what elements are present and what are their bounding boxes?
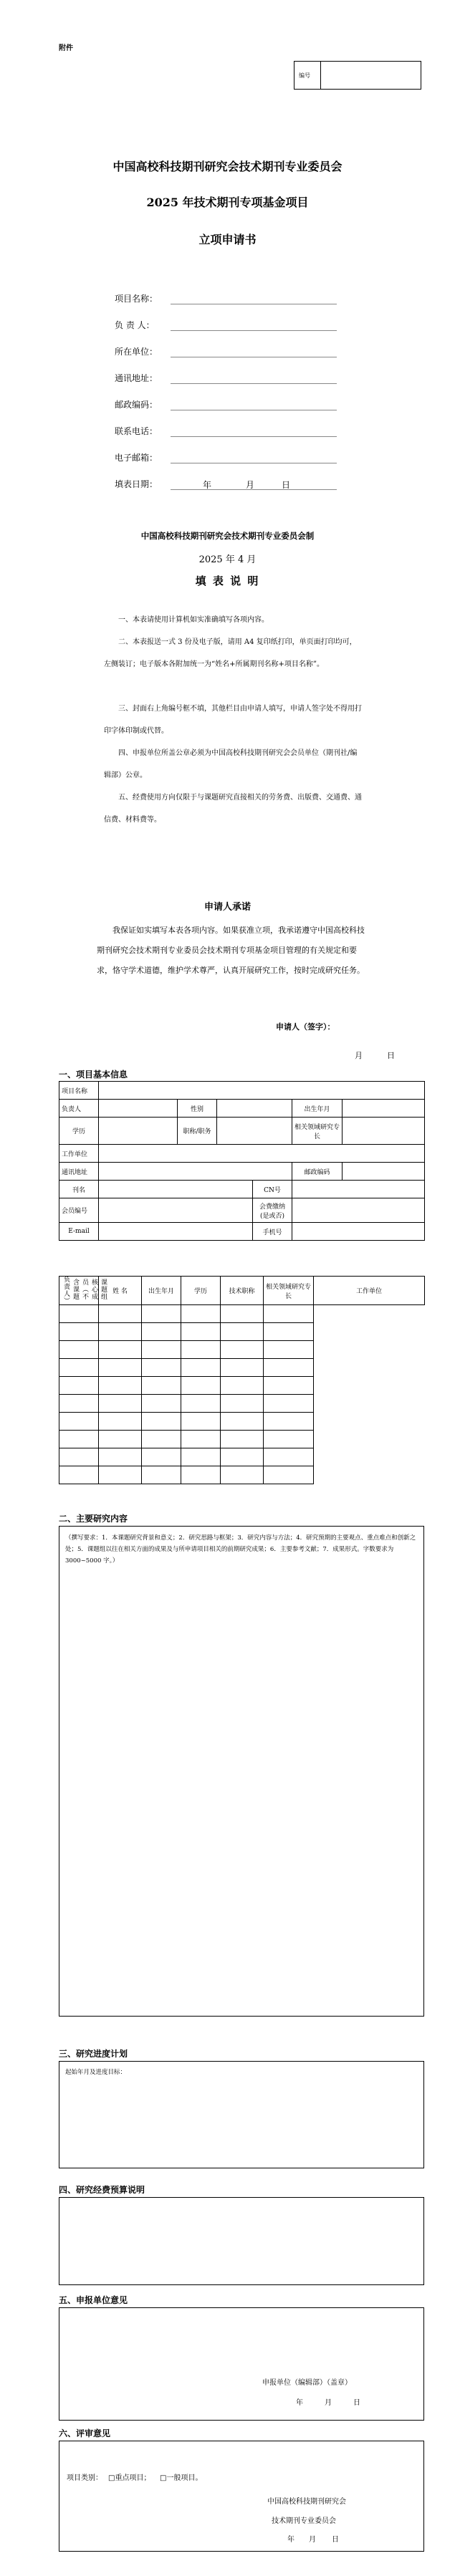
team-cell[interactable] (221, 1305, 264, 1323)
cover-field-label-postcode: 邮政编码： (115, 400, 158, 410)
team-cell[interactable] (59, 1323, 99, 1341)
team-cell[interactable] (142, 1448, 181, 1466)
team-cell[interactable] (264, 1323, 314, 1341)
team-cell[interactable] (99, 1395, 142, 1413)
cover-title-line3: 立项申请书 (198, 233, 257, 246)
number-label: 编号 (299, 72, 310, 79)
team-cell[interactable] (99, 1359, 142, 1377)
label-employer: 工作单位 (59, 1145, 99, 1163)
pledge-body: 我保证如实填写本表各项内容。如果获准立项，我承诺遵守中国高校科技期刊研究会技术期刊专业委员会技术期刊专项基金项目管理的有关规定和要求，恪守学术道德，维护学术尊严，认真开展研究工作，按时完成研究任务。 (97, 926, 365, 975)
team-cell[interactable] (59, 1395, 99, 1413)
team-cell[interactable] (264, 1395, 314, 1413)
team-cell[interactable] (181, 1466, 221, 1484)
cover-field-label-leader: 负 责 人： (115, 320, 155, 330)
section3-guide: 起始年月及进度目标： (65, 2069, 127, 2076)
team-cell[interactable] (59, 1413, 99, 1431)
input-degree[interactable] (99, 1118, 178, 1145)
label-member-no: 会员编号 (59, 1198, 99, 1223)
label-field: 相关领域研究专长 (292, 1118, 343, 1145)
input-email[interactable] (99, 1223, 253, 1241)
cover-field-label-date: 填表日期： (115, 479, 158, 489)
review-box[interactable] (59, 2441, 424, 2552)
team-cell[interactable] (221, 1377, 264, 1395)
section6-type-label: 项目类别： (67, 2474, 102, 2482)
pledge-signature[interactable]: 申请人（签字）： (276, 1022, 335, 1032)
team-cell[interactable] (142, 1466, 181, 1484)
team-cell[interactable] (221, 1359, 264, 1377)
team-cell[interactable] (99, 1448, 142, 1466)
cover-date-day: 日 (282, 480, 291, 490)
label-journal: 刊名 (59, 1181, 99, 1198)
team-cell[interactable] (99, 1341, 142, 1359)
team-cell[interactable] (181, 1377, 221, 1395)
team-cell[interactable] (181, 1341, 221, 1359)
input-project-name[interactable] (99, 1082, 425, 1100)
section2-guide: （撰写要求：1．本课题研究背景和意义；2．研究思路与框架；3．研究内容与方法；4．研究预期的主要观点、重点难点和创新之处；5．课题组以往在相关方面的成果及与所申请项目相关的前期研究成果；6．主要参考文献；7．成果形式。字数要求为 3000~5000 字。） (65, 1534, 416, 1565)
cover-field-label-email: 电子邮箱： (115, 453, 158, 463)
research-content-box[interactable] (59, 1526, 424, 2017)
team-cell[interactable] (264, 1359, 314, 1377)
team-cell[interactable] (142, 1305, 181, 1323)
team-cell[interactable] (221, 1323, 264, 1341)
team-cell[interactable] (142, 1359, 181, 1377)
instructions-title: 填 表 说 明 (195, 575, 260, 587)
instruction-item-3: 三、封面右上角编号框不填，其他栏目由申请人填写，申请人签字处不得用打印字体印制或代替。 (104, 705, 362, 735)
input-field[interactable] (343, 1118, 425, 1145)
team-header-degree: 学历 (181, 1277, 221, 1305)
team-cell[interactable] (142, 1377, 181, 1395)
team-row (59, 1377, 425, 1395)
team-cell[interactable] (264, 1413, 314, 1431)
team-cell[interactable] (59, 1431, 99, 1448)
input-gender[interactable] (217, 1100, 292, 1118)
cover-field-label-address: 通讯地址： (115, 373, 158, 383)
team-cell[interactable] (264, 1448, 314, 1466)
label-degree: 学历 (59, 1118, 99, 1145)
cover-title-line2: 2025 年技术期刊专项基金项目 (146, 196, 309, 209)
team-header-birth: 出生年月 (142, 1277, 181, 1305)
section4-title: 四、研究经费预算说明 (59, 2185, 145, 2195)
label-address: 通讯地址 (59, 1163, 99, 1181)
basic-info-table (59, 1081, 425, 1241)
team-cell[interactable] (59, 1377, 99, 1395)
team-cell[interactable] (59, 1448, 99, 1466)
cover-title-line1: 中国高校科技期刊研究会技术期刊专业委员会 (112, 160, 343, 173)
section1-title: 一、项目基本信息 (59, 1070, 128, 1080)
team-row (59, 1305, 425, 1323)
team-row (59, 1431, 425, 1448)
section5-month: 月 (325, 2399, 332, 2407)
team-cell[interactable] (99, 1431, 142, 1448)
team-cell[interactable] (221, 1431, 264, 1448)
section6-org-line1: 中国高校科技期刊研究会 (267, 2498, 346, 2506)
section6-org-line2: 技术期刊专业委员会 (272, 2517, 336, 2525)
team-cell[interactable] (99, 1377, 142, 1395)
section6-year: 年 (287, 2536, 294, 2544)
team-row (59, 1341, 425, 1359)
team-cell[interactable] (99, 1323, 142, 1341)
team-cell[interactable] (264, 1431, 314, 1448)
team-cell[interactable] (181, 1413, 221, 1431)
team-cell[interactable] (99, 1466, 142, 1484)
team-cell[interactable] (181, 1395, 221, 1413)
section3-title: 三、研究进度计划 (59, 2049, 128, 2059)
team-cell[interactable] (142, 1431, 181, 1448)
cover-field-label-project-name: 项目名称： (115, 294, 158, 304)
team-cell[interactable] (99, 1305, 142, 1323)
team-cell[interactable] (264, 1341, 314, 1359)
pledge-date-month: 月 (355, 1051, 363, 1060)
instruction-item-2: 二、本表报送一式 3 份及电子版，请用 A4 复印纸打印，单页面打印均可，左侧装订；电子版本各附加统一为“姓名+所属期刊名称+项目名称”。 (104, 638, 357, 668)
cover-field-input-phone[interactable] (171, 436, 337, 437)
team-header-field: 相关领域研究专长 (264, 1277, 314, 1305)
input-member-no[interactable] (99, 1198, 253, 1223)
cover-date-month: 月 (246, 480, 255, 490)
label-leader: 负责人 (59, 1100, 99, 1118)
team-cell[interactable] (264, 1377, 314, 1395)
instruction-item-5: 五、经费使用方向仅限于与课题研究直接相关的劳务费、出版费、交通费、通信费、材料费等。 (104, 794, 362, 824)
team-cell[interactable] (142, 1413, 181, 1431)
instruction-item-4: 四、申报单位所盖公章必须为中国高校科技期刊研究会会员单位（期刊社/编辑部）公章。 (104, 749, 358, 779)
team-cell[interactable] (142, 1341, 181, 1359)
input-title[interactable] (217, 1118, 292, 1145)
team-cell[interactable] (142, 1395, 181, 1413)
section6-title: 六、评审意见 (59, 2428, 111, 2438)
team-row (59, 1466, 425, 1484)
pledge-title: 申请人承诺 (203, 902, 251, 913)
option-normal-project[interactable]: □一般项目。 (160, 2474, 203, 2482)
team-cell[interactable] (59, 1341, 99, 1359)
cover-field-input-address[interactable] (171, 383, 337, 384)
unit-opinion-box[interactable] (59, 2307, 424, 2421)
budget-box[interactable] (59, 2197, 424, 2285)
team-cell[interactable] (59, 1359, 99, 1377)
label-member-level: 会费缴纳(是或否) (253, 1198, 292, 1223)
option-key-project[interactable]: □重点项目； (108, 2474, 151, 2482)
cover-field-label-phone: 联系电话： (115, 426, 158, 436)
input-mobile[interactable] (292, 1223, 425, 1241)
input-postcode[interactable] (343, 1163, 425, 1181)
schedule-box[interactable] (59, 2061, 424, 2168)
team-row (59, 1413, 425, 1431)
team-cell[interactable] (99, 1413, 142, 1431)
input-employer[interactable] (99, 1145, 425, 1163)
section6-month: 月 (309, 2536, 316, 2544)
pledge-date-day: 日 (387, 1051, 395, 1060)
cover-field-label-employer: 所在单位： (115, 347, 158, 357)
label-postcode: 邮政编码 (292, 1163, 343, 1181)
team-cell[interactable] (264, 1466, 314, 1484)
team-cell[interactable] (264, 1305, 314, 1323)
label-mobile: 手机号 (253, 1223, 292, 1241)
input-cn[interactable] (292, 1181, 425, 1198)
input-address[interactable] (99, 1163, 292, 1181)
label-title: 职称/职务 (178, 1118, 217, 1145)
team-cell[interactable] (221, 1466, 264, 1484)
input-member-level[interactable] (292, 1198, 425, 1223)
team-cell[interactable] (142, 1323, 181, 1341)
team-cell[interactable] (221, 1341, 264, 1359)
label-project-name: 项目名称 (59, 1082, 99, 1100)
label-birth: 出生年月 (292, 1100, 343, 1118)
team-cell[interactable] (181, 1448, 221, 1466)
team-cell[interactable] (181, 1323, 221, 1341)
team-cell[interactable] (221, 1395, 264, 1413)
team-cell[interactable] (181, 1305, 221, 1323)
team-row (59, 1448, 425, 1466)
cover-date-year: 年 (203, 480, 212, 490)
section6-day: 日 (332, 2536, 339, 2544)
section5-unit: 申报单位（编辑部）（盖章） (262, 2379, 352, 2387)
input-birth[interactable] (343, 1100, 425, 1118)
section5-year: 年 (296, 2399, 303, 2407)
issuer-date: 2025 年 4 月 (198, 554, 257, 565)
section5-day: 日 (353, 2399, 360, 2407)
section5-title: 五、申报单位意见 (59, 2295, 128, 2305)
team-side-label (59, 1275, 107, 1305)
section2-title: 二、主要研究内容 (59, 1514, 128, 1524)
team-cell[interactable] (59, 1305, 99, 1323)
team-row (59, 1323, 425, 1341)
team-cell[interactable] (221, 1448, 264, 1466)
instruction-item-1: 一、本表请使用计算机如实准确填写各项内容。 (118, 616, 269, 624)
team-header-employer: 工作单位 (314, 1277, 425, 1305)
cover-field-input-leader[interactable] (171, 330, 337, 331)
label-cn: CN号 (253, 1181, 292, 1198)
team-table (59, 1276, 425, 1484)
team-row (59, 1395, 425, 1413)
attachment-label: 附件 (59, 44, 73, 52)
team-header-title: 技术职称 (221, 1277, 264, 1305)
team-header-name: 姓 名 (99, 1277, 142, 1305)
label-gender: 性别 (178, 1100, 217, 1118)
team-rows (59, 1305, 425, 1484)
number-box[interactable] (294, 61, 421, 90)
team-cell[interactable] (181, 1431, 221, 1448)
input-journal[interactable] (99, 1181, 253, 1198)
team-cell[interactable] (221, 1413, 264, 1431)
input-leader[interactable] (99, 1100, 178, 1118)
team-side-text: 课题组核心成员（不含课题负责人） (62, 1275, 107, 1304)
team-row (59, 1359, 425, 1377)
team-cell[interactable] (59, 1466, 99, 1484)
team-cell[interactable] (181, 1359, 221, 1377)
issuer-name: 中国高校科技期刊研究会技术期刊专业委员会制 (140, 531, 315, 541)
label-email: E-mail (59, 1223, 99, 1241)
